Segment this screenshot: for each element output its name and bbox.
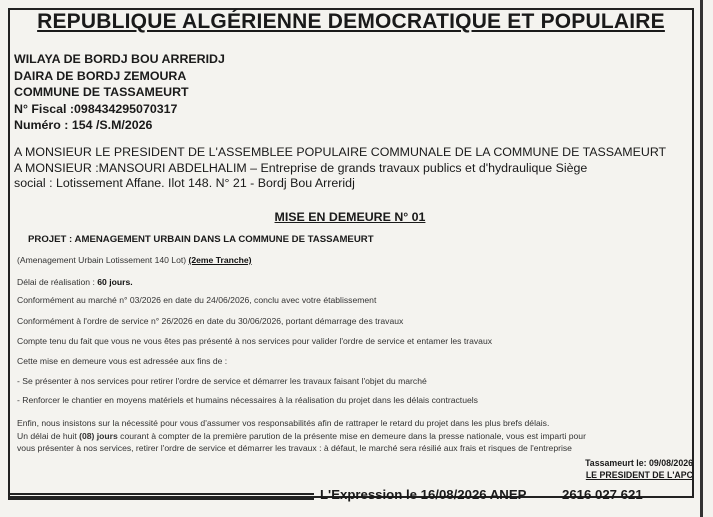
page-edge-line <box>700 0 703 517</box>
commune-line: COMMUNE DE TASSAMEURT <box>14 85 189 100</box>
wilaya-line: WILAYA DE BORDJ BOU ARRERIDJ <box>14 52 225 66</box>
fiscal-number: N° Fiscal :098434295070317 <box>14 101 178 116</box>
conformement-ordre: Conformément à l'ordre de service n° 26/2026 en date du 30/06/2026, portant démarrage des travaux <box>17 316 404 326</box>
amenagement-line <box>17 255 252 265</box>
address-block <box>14 145 694 192</box>
signature-role: LE PRESIDENT DE L'APC <box>585 469 693 480</box>
conformement-marche: Conformément au marché n° 03/2026 en date du 24/06/2026, conclu avec votre établissement <box>17 295 377 305</box>
delai-value: 60 jours. <box>97 277 133 287</box>
closing-paragraph <box>17 417 693 455</box>
page-title: REPUBLIQUE ALGÉRIENNE DEMOCRATIQUE ET POPULAIRE <box>37 10 665 33</box>
closing-line-2-start: Un délai de huit <box>17 430 80 441</box>
project-line: PROJET : AMENAGEMENT URBAIN DANS LA COMMUNE DE TASSAMEURT <box>28 234 374 245</box>
instruction-item-1: - Se présenter à nos services pour retirer l'ordre de service et démarrer les travaux faisant l'objet du marché <box>17 376 427 386</box>
publication-number: 2616 027 621 <box>562 487 643 502</box>
publication-footer <box>8 487 694 509</box>
address-line-3: social : Lotissement Affane. Ilot 148. N° 21 - Bordj Bou Arreridj <box>14 176 355 191</box>
address-line-2: A MONSIEUR :MANSOURI ABDELHALIM – Entreprise de grands travaux publics et d'hydraulique Siège <box>14 160 588 175</box>
notice-title: MISE EN DEMEURE N° 01 <box>274 210 426 224</box>
compte-tenu-line: Compte tenu du fait que vous ne vous êtes pas présenté à nos services pour valider l'ordre de service et entamer les travaux <box>17 336 493 346</box>
reference-block <box>14 51 225 134</box>
closing-line-1: Enfin, nous insistons sur la nécessité pour vous d'assumer vos responsabilités afin de rattraper le retard du projet dans les plus brefs délais. <box>17 418 550 428</box>
delai-line <box>17 277 133 287</box>
delai-label: Délai de réalisation : <box>17 277 98 287</box>
deadline-days: (08) jours <box>79 430 118 441</box>
signature-date: Tassameurt le: 09/08/2026 <box>585 458 693 468</box>
closing-line-2 <box>17 430 693 443</box>
reference-number: Numéro : 154 /S.M/2026 <box>14 118 153 133</box>
footer-rule <box>8 493 314 500</box>
instruction-item-2: - Renforcer le chantier en moyens matériels et humains nécessaires à la réalisation du projet dans les délais contractuels <box>17 395 478 405</box>
signature-block <box>585 458 693 481</box>
address-line-1: A MONSIEUR LE PRESIDENT DE L'ASSEMBLEE POPULAIRE COMMUNALE DE LA COMMUNE DE TASSAMEURT <box>14 145 667 159</box>
publication-info: L'Expression le 16/08/2026 ANEP <box>320 487 527 502</box>
daira-line: DAIRA DE BORDJ ZEMOURA <box>14 68 187 83</box>
tranche-label: (2eme Tranche) <box>188 255 252 265</box>
cette-mise-line: Cette mise en demeure vous est adressée aux fins de : <box>17 356 228 366</box>
closing-line-2-end: courant à compter de la première parution de la présente mise en demeure dans la presse nationale, vous est imparti pour <box>117 430 586 441</box>
amenagement-text: (Amenagement Urbain Lotissement 140 Lot) <box>17 255 189 265</box>
closing-line-3: vous présenter à nos services, retirer l'ordre de service et démarrer les travaux : à défaut, le marché sera résilié aux frais et risques de l'entreprise <box>17 443 572 454</box>
